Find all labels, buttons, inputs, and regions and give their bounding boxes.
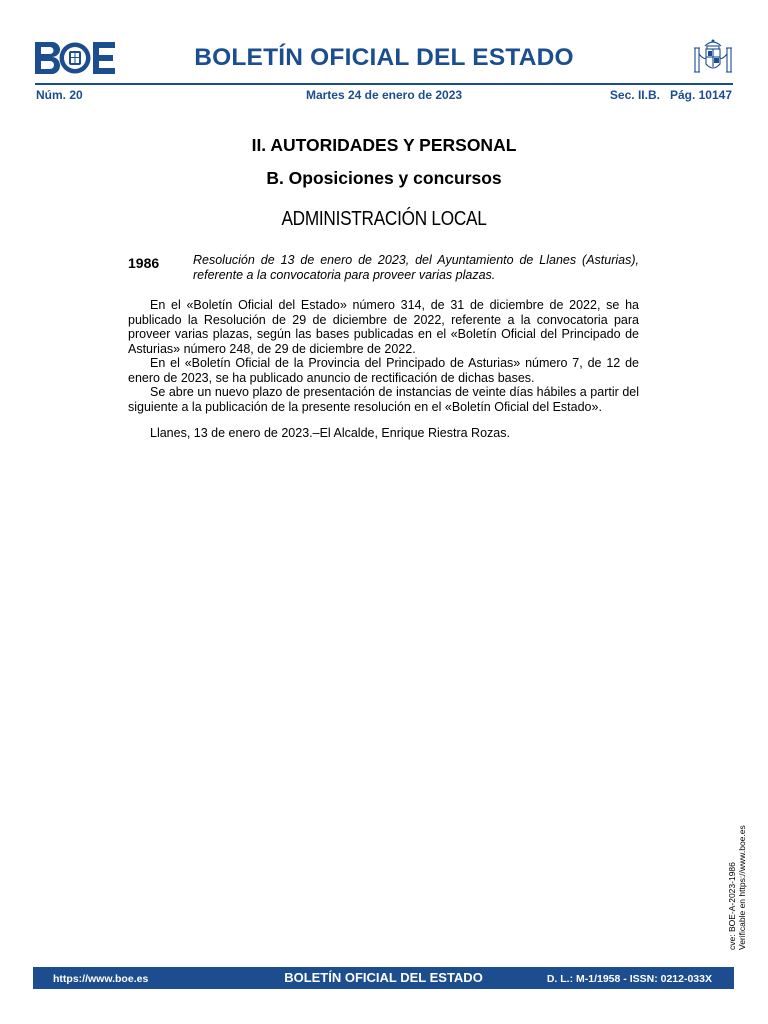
- section-code: Sec. II.B.: [609, 88, 660, 102]
- cve-code: cve: BOE-A-2023-1986: [727, 862, 737, 950]
- verify-link[interactable]: Verificable en https://www.boe.es: [737, 825, 747, 950]
- body-paragraph: Se abre un nuevo plazo de presentación de instancias de veinte días hábiles a partir del siguiente a la publicación de la presente resolución en el «Boletín Oficial del Estado».: [128, 385, 639, 414]
- section-heading: II. AUTORIDADES Y PERSONAL: [251, 135, 517, 155]
- page-number: Pág. 10147: [669, 88, 732, 102]
- subsection-heading: B. Oposiciones y concursos: [266, 168, 502, 188]
- section-page: [610, 88, 732, 102]
- verification-sidebar: [727, 822, 753, 950]
- issue-number: Núm. 20: [36, 88, 83, 102]
- administration-heading: ADMINISTRACIÓN LOCAL: [281, 208, 487, 230]
- page-title: BOLETÍN OFICIAL DEL ESTADO: [194, 44, 574, 71]
- body-paragraph: En el «Boletín Oficial del Estado» número 314, de 31 de diciembre de 2022, se ha publicado la Resolución de 29 de diciembre de 2022, referente a la convocatoria para proveer varias plazas, según las bases publicadas en el «Boletín Oficial del Principado de Asturias» número 248, de 29 de diciembre de 2022.: [128, 298, 639, 356]
- header-divider: [35, 83, 733, 85]
- coat-of-arms-icon: [690, 36, 736, 80]
- footer-legal: D. L.: M-1/1958 - ISSN: 0212-033X: [546, 973, 712, 985]
- document-body: [128, 298, 639, 441]
- entry-number: 1986: [128, 255, 160, 271]
- footer-title: BOLETÍN OFICIAL DEL ESTADO: [284, 970, 483, 985]
- footer-url-link[interactable]: https://www.boe.es: [53, 973, 149, 985]
- body-paragraph: En el «Boletín Oficial de la Provincia del Principado de Asturias» número 7, de 12 de enero de 2023, se ha publicado anuncio de rectificación de dichas bases.: [128, 356, 639, 385]
- entry-title: Resolución de 13 de enero de 2023, del Ayuntamiento de Llanes (Asturias), referente a la convocatoria para proveer varias plazas.: [193, 253, 639, 282]
- issue-date: Martes 24 de enero de 2023: [305, 88, 463, 102]
- footer-bar: [33, 967, 734, 989]
- signature: Llanes, 13 de enero de 2023.–El Alcalde, Enrique Riestra Rozas.: [150, 426, 510, 440]
